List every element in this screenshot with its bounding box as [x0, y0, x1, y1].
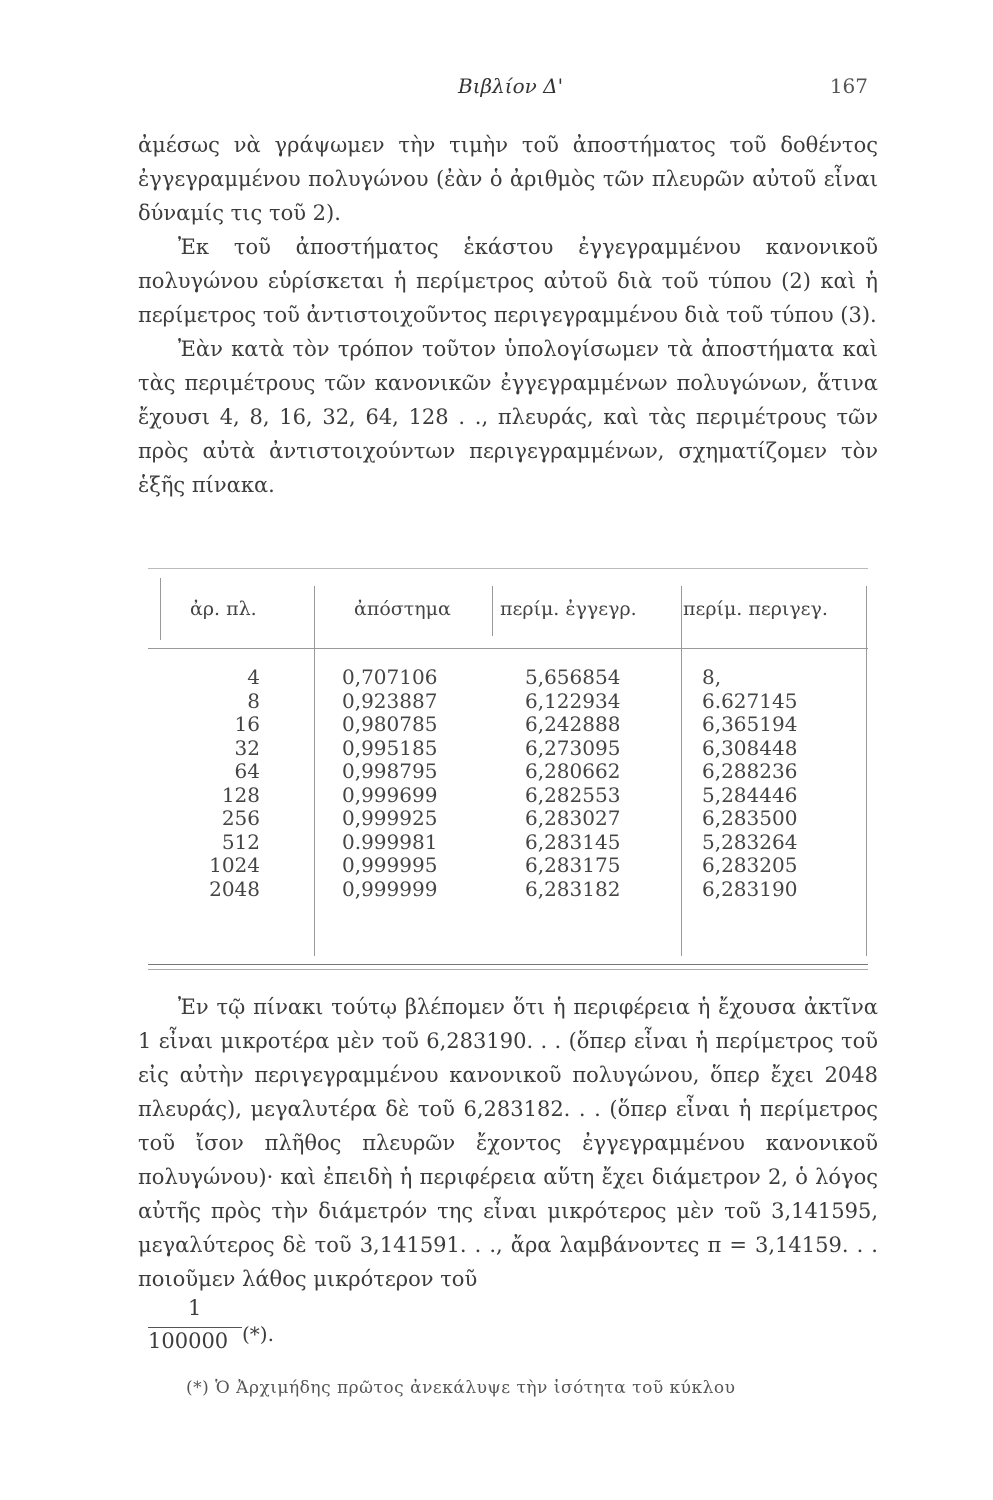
- table-body: [148, 666, 868, 901]
- running-head-title: Βιβλίον Δ': [458, 74, 564, 98]
- table-row: [148, 784, 868, 808]
- running-head: [140, 72, 880, 106]
- cell-circumscribed: 6.627145: [702, 688, 798, 713]
- paragraph: ἀμέσως νὰ γράψωμεν τὴν τιμὴν τοῦ ἀποστήματος τοῦ δοθέντος ἐγγεγραμμένου πολυγώνου (ἐὰν ὁ ἀριθμὸς τῶν πλευρῶν αὐτοῦ εἶναι δύναμίς τις τοῦ 2).: [138, 133, 878, 225]
- header-apothem: ἀπόστημα: [354, 598, 451, 620]
- cell-apothem: 0,999995: [342, 853, 438, 877]
- cell-inscribed: 6,283182: [525, 876, 621, 901]
- cell-sides: 4: [247, 665, 260, 689]
- cell-circumscribed: 6,308448: [702, 735, 798, 760]
- cell-sides: 512: [221, 829, 260, 854]
- table-row: [148, 666, 868, 690]
- cell-circumscribed: 5,284446: [702, 782, 798, 807]
- cell-circumscribed: 6,283190: [702, 876, 798, 901]
- body-text: [138, 128, 878, 502]
- cell-inscribed: 6,282553: [525, 782, 621, 807]
- fraction-denominator: 100000: [148, 1329, 229, 1353]
- cell-apothem: 0,707106: [342, 665, 438, 689]
- cell-sides: 256: [221, 806, 260, 830]
- paragraph: Ἐὰν κατὰ τὸν τρόπον τοῦτον ὑπολογίσωμεν τὰ ἀποστήματα καὶ τὰς περιμέτρους τῶν κανονικῶν ἐγγεγραμμένων πολυγώνων, ἅτινα ἔχουσι 4, 8, 16, 32, 64, 128 . ., πλευράς, καὶ τὰς περιμέτρους τῶν πρὸς αὐτὰ ἀντιστοιχούντων περιγεγραμμένων, σχηματίζομεν τὸν ἑξῆς πίνακα.: [138, 337, 878, 497]
- values-table: [148, 568, 868, 970]
- cell-inscribed: 6,122934: [525, 688, 621, 713]
- cell-sides: 64: [234, 759, 260, 783]
- cell-inscribed: 6,283175: [525, 853, 621, 877]
- table-rule: [148, 568, 868, 569]
- cell-circumscribed: 8,: [702, 665, 722, 689]
- header-circumscribed-perimeter: περίμ. περιγεγ.: [683, 598, 828, 620]
- header-inscribed-perimeter: περίμ. ἐγγεγρ.: [500, 598, 637, 620]
- fraction-bar: [148, 1327, 242, 1328]
- fraction-numerator: 1: [188, 1296, 202, 1320]
- cell-inscribed: 5,656854: [525, 665, 621, 689]
- cell-sides: 16: [234, 712, 260, 736]
- cell-inscribed: 6,273095: [525, 735, 621, 760]
- cell-circumscribed: 6,365194: [702, 712, 798, 736]
- conclusion-paragraph: Ἐν τῷ πίνακι τούτῳ βλέπομεν ὅτι ἡ περιφέρεια ἡ ἔχουσα ἀκτῖνα 1 εἶναι μικροτέρα μὲν τοῦ 6,283190. . . (ὅπερ εἶναι ἡ περίμετρος τοῦ εἰς αὐτὴν περιγεγραμμένου κανονικοῦ πολυγώνου, ὅπερ ἔχει 2048 πλευράς), μεγαλυτέρα δὲ τοῦ 6,283182. . . (ὅπερ εἶναι ἡ περίμετρος τοῦ ἴσον πλῆθος πλευρῶν ἔχοντος ἐγγεγραμμένου κανονικοῦ πολυγώνου)· καὶ ἐπειδὴ ἡ περιφέρεια αὕτη ἔχει διάμετρον 2, ὁ λόγος αὐτῆς πρὸς τὴν διάμετρόν της εἶναι μικρότερος μὲν τοῦ 3,141595, μεγαλύτερος δὲ τοῦ 3,141591. . ., ἄρα λαμβάνοντες π = 3,14159. . . ποιοῦμεν λάθος μικρότερον τοῦ: [138, 995, 878, 1291]
- cell-circumscribed: 6,288236: [702, 759, 798, 783]
- table-rule: [148, 648, 868, 649]
- cell-inscribed: 6,283027: [525, 806, 621, 830]
- table-row: [148, 690, 868, 714]
- footnote-marker: (*).: [242, 1322, 274, 1346]
- cell-circumscribed: 6,283205: [702, 853, 798, 877]
- cell-apothem: 0,980785: [342, 712, 438, 736]
- page-number: 167: [829, 74, 868, 98]
- cell-sides: 128: [221, 782, 260, 807]
- cell-sides: 2048: [209, 876, 260, 901]
- cell-inscribed: 6,283145: [525, 829, 621, 854]
- cell-apothem: 0,998795: [342, 759, 438, 783]
- table-row: [148, 760, 868, 784]
- cell-apothem: 0.999981: [342, 829, 438, 854]
- table-rule: [148, 969, 868, 970]
- error-bound-fraction: [148, 1296, 274, 1356]
- cell-apothem: 0,999699: [342, 782, 438, 807]
- cell-apothem: 0,999925: [342, 806, 438, 830]
- table-rule: [148, 964, 868, 965]
- cell-sides: 1024: [209, 853, 260, 877]
- table-row: [148, 737, 868, 761]
- cell-apothem: 0,923887: [342, 688, 438, 713]
- cell-inscribed: 6,242888: [525, 712, 621, 736]
- table-row: [148, 878, 868, 902]
- header-sides: ἀρ. πλ.: [190, 598, 257, 620]
- cell-sides: 8: [247, 688, 260, 713]
- footnote: (*) Ὁ Ἀρχιμήδης πρῶτος ἀνεκάλυψε τὴν ἰσότητα τοῦ κύκλου: [186, 1378, 736, 1398]
- table-row: [148, 713, 868, 737]
- cell-circumscribed: 6,283500: [702, 806, 798, 830]
- table-row: [148, 831, 868, 855]
- table-row: [148, 854, 868, 878]
- cell-apothem: 0,999999: [342, 876, 438, 901]
- paragraph: Ἐκ τοῦ ἀποστήματος ἑκάστου ἐγγεγραμμένου κανονικοῦ πολυγώνου εὑρίσκεται ἡ περίμετρος αὐτοῦ διὰ τοῦ τύπου (2) καὶ ἡ περίμετρος τοῦ ἀντιστοιχοῦντος περιγεγραμμένου διὰ τοῦ τύπου (3).: [138, 235, 878, 327]
- cell-apothem: 0,995185: [342, 735, 438, 760]
- cell-inscribed: 6,280662: [525, 759, 621, 783]
- table-row: [148, 807, 868, 831]
- table-header-row: [148, 598, 868, 628]
- cell-sides: 32: [234, 735, 260, 760]
- cell-circumscribed: 5,283264: [702, 829, 798, 854]
